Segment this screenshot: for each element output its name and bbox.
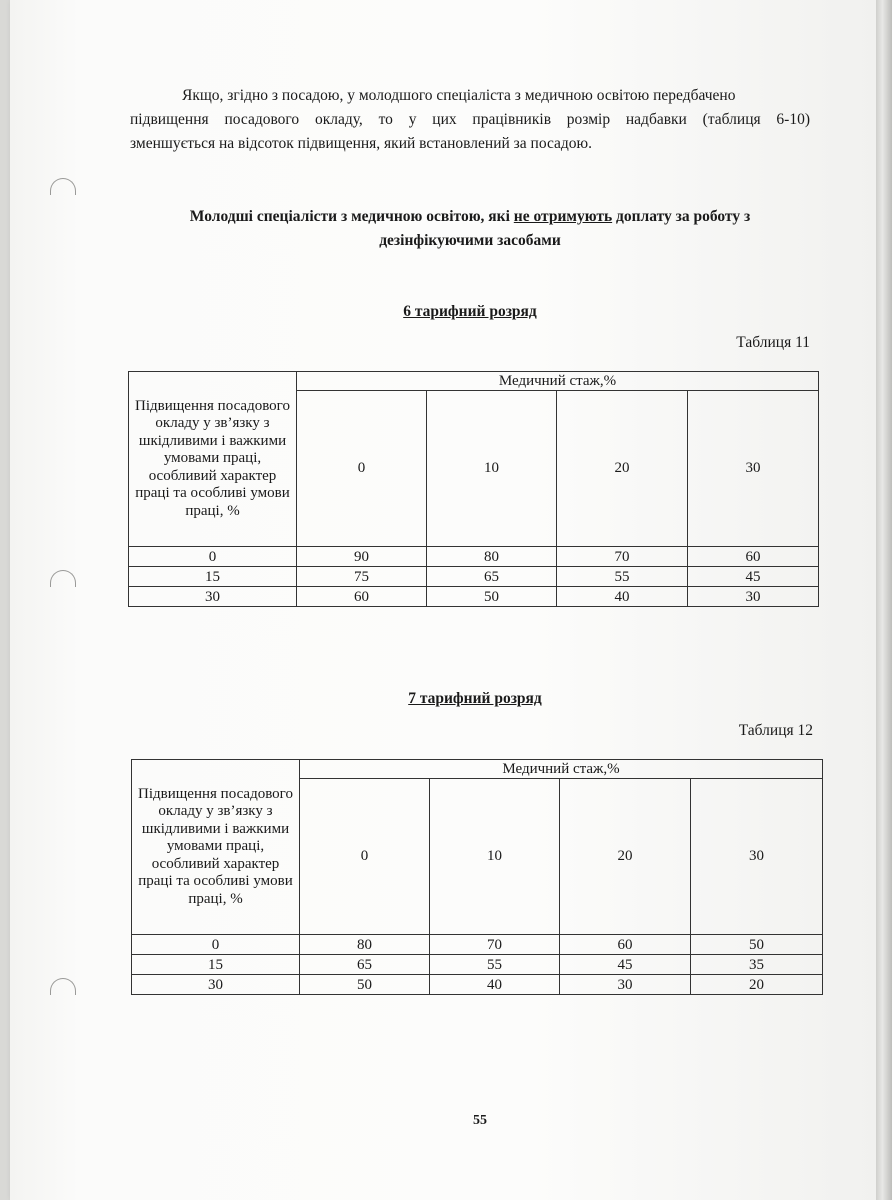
table-cell: 60 — [688, 547, 819, 567]
data-table — [128, 371, 819, 607]
table-cell: 65 — [300, 955, 430, 975]
column-header: 0 — [300, 779, 430, 935]
intro-paragraph — [130, 84, 810, 156]
table-cell: 70 — [557, 547, 688, 567]
table-cell: 60 — [297, 587, 427, 607]
table-row — [132, 955, 823, 975]
heading-text: Молодші спеціалісти з медичною освітою, які — [189, 208, 514, 225]
row-header-cell: Підвищення посадового окладу у зв’язку з шкідливими і важкими умовами праці, особливий характер праці та особливі умови праці, % — [129, 372, 297, 547]
table-row — [132, 975, 823, 995]
table-cell: 35 — [691, 955, 823, 975]
table-cell: 20 — [691, 975, 823, 995]
table-row — [129, 567, 819, 587]
column-header: 10 — [427, 391, 557, 547]
table-cell: 50 — [427, 587, 557, 607]
column-header: 30 — [691, 779, 823, 935]
table-row — [132, 935, 823, 955]
table-cell: 45 — [688, 567, 819, 587]
column-group-header: Медичний стаж,% — [300, 760, 823, 779]
row-label: 15 — [132, 955, 300, 975]
subheading: 6 тарифний розряд — [403, 303, 537, 320]
section-heading — [130, 205, 810, 253]
table-cell: 80 — [427, 547, 557, 567]
column-group-header: Медичний стаж,% — [297, 372, 819, 391]
table-row — [129, 547, 819, 567]
column-header: 10 — [430, 779, 560, 935]
column-header: 30 — [688, 391, 819, 547]
row-label: 30 — [129, 587, 297, 607]
row-label: 0 — [129, 547, 297, 567]
table-cell: 40 — [557, 587, 688, 607]
heading-text: дезінфікуючими засобами — [379, 232, 561, 249]
table-cell: 50 — [300, 975, 430, 995]
row-label: 0 — [132, 935, 300, 955]
table-cell: 40 — [430, 975, 560, 995]
table-cell: 45 — [560, 955, 691, 975]
intro-line: Якщо, згідно з посадою, у молодшого спеціаліста з медичною освітою передбачено — [182, 87, 736, 104]
intro-line: підвищення посадового окладу, то у цих працівників розмір надбавки (таблиця 6-10) — [130, 111, 810, 128]
table-cell: 30 — [560, 975, 691, 995]
column-header: 20 — [557, 391, 688, 547]
intro-line: зменшується на відсоток підвищення, який встановлений за посадою. — [130, 135, 593, 152]
table-cell: 90 — [297, 547, 427, 567]
table-row — [129, 587, 819, 607]
page-number: 55 — [473, 1113, 487, 1128]
heading-underlined: не отримують — [513, 208, 613, 225]
row-header-cell: Підвищення посадового окладу у зв’язку з шкідливими і важкими умовами праці, особливий характер праці та особливі умови праці, % — [132, 760, 300, 935]
row-label: 30 — [132, 975, 300, 995]
table-cell: 50 — [691, 935, 823, 955]
subheading: 7 тарифний розряд — [408, 690, 542, 707]
row-label: 15 — [129, 567, 297, 587]
data-table — [131, 759, 823, 995]
column-header: 0 — [297, 391, 427, 547]
table-cell: 65 — [427, 567, 557, 587]
table-cell: 80 — [300, 935, 430, 955]
table-cell: 70 — [430, 935, 560, 955]
heading-text: доплату за роботу з — [612, 208, 751, 225]
table-cell: 30 — [688, 587, 819, 607]
table-cell: 60 — [560, 935, 691, 955]
table-caption: Таблиця 12 — [738, 722, 813, 739]
table-cell: 55 — [430, 955, 560, 975]
page-edge — [876, 0, 892, 1200]
column-header: 20 — [560, 779, 691, 935]
table-cell: 55 — [557, 567, 688, 587]
table-cell: 75 — [297, 567, 427, 587]
table-caption: Таблиця 11 — [736, 334, 810, 351]
